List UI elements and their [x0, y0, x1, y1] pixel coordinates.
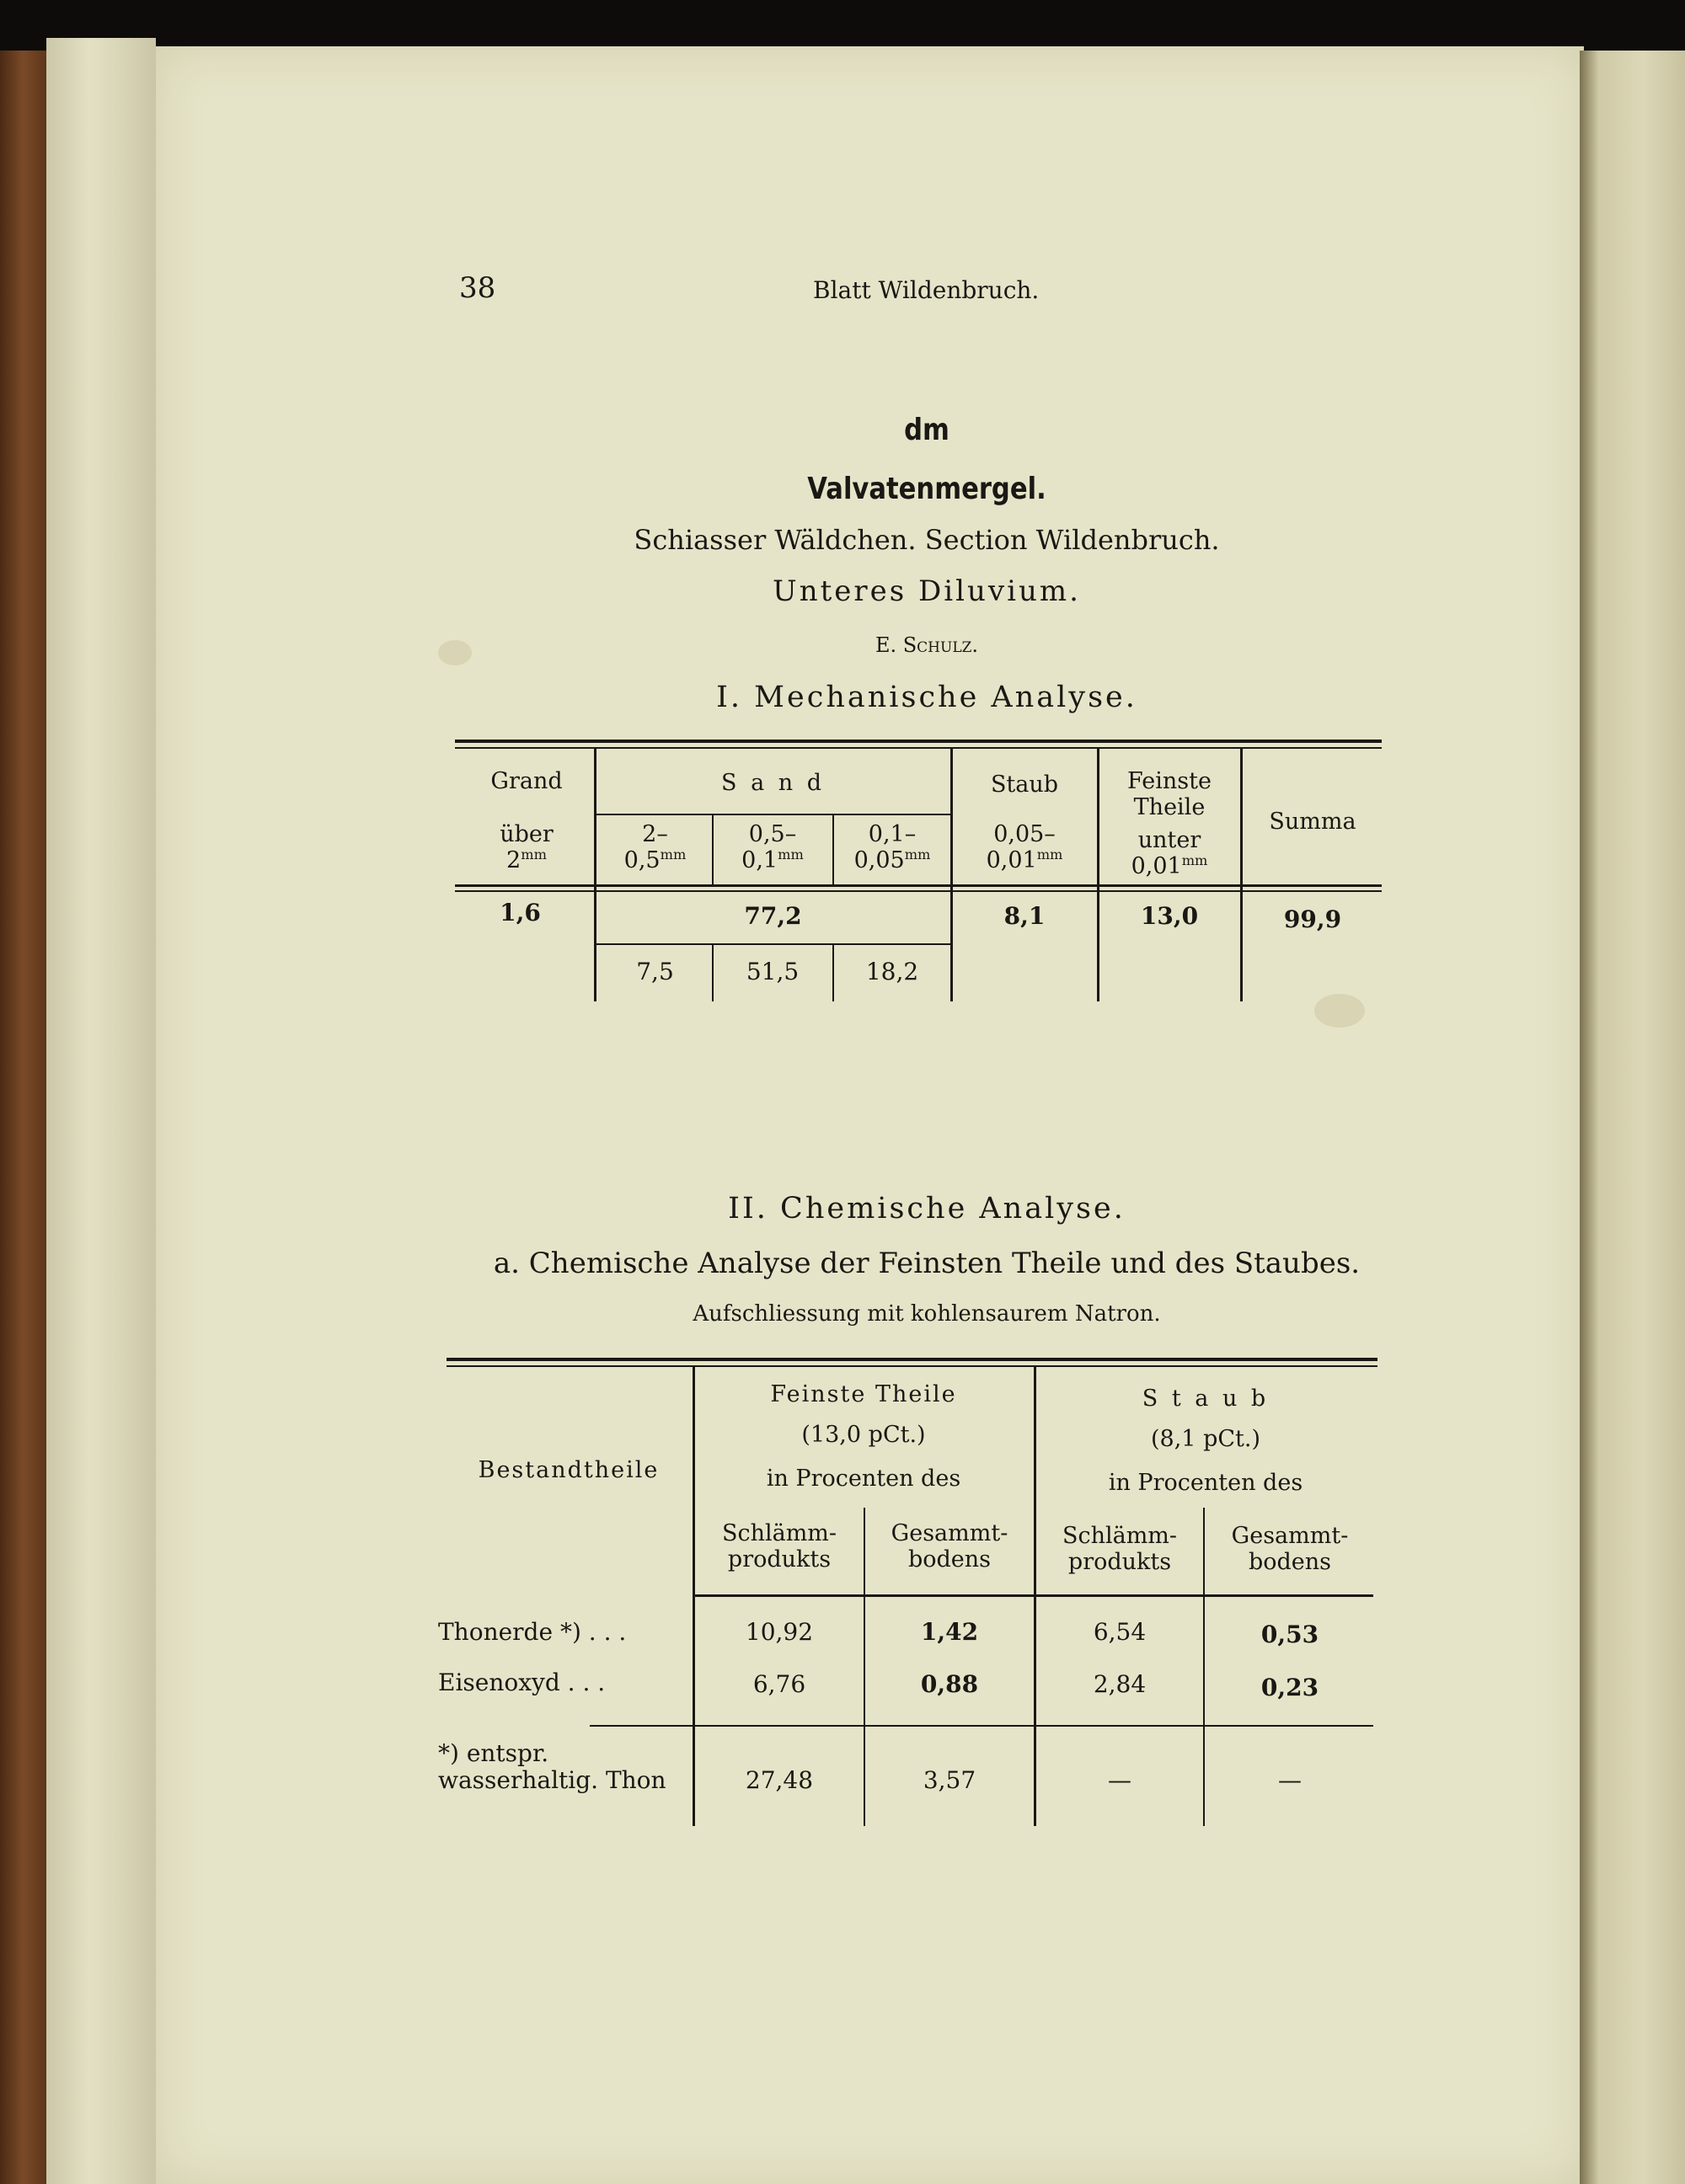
header-staub-schlamm: Schlämm- produkts	[1062, 1523, 1178, 1576]
book-spine-edge	[0, 51, 51, 2184]
sample-location: Schiasser Wäldchen. Section Wildenbruch.	[634, 524, 1220, 556]
paper-stain	[1314, 994, 1365, 1028]
footnote-name: *) entspr. wasserhaltig. Thon	[438, 1739, 666, 1795]
running-head: Blatt Wildenbruch.	[813, 276, 1040, 304]
header-feinste-schlamm: Schlämm- produkts	[721, 1520, 837, 1573]
header-sand-col3: 0,1– $0,05^{mm}$	[853, 821, 931, 874]
row-eisenoxyd-staub-gesammt: 0,23	[1260, 1674, 1319, 1701]
header-grand-sub: über $2^{mm}$	[500, 821, 554, 874]
header-staub-sub: 0,05– $0,01^{mm}$	[986, 821, 1063, 874]
footnote-staub-schlamm: —	[1108, 1766, 1131, 1794]
row-thonerde-feinste-schlamm: 10,92	[745, 1618, 814, 1646]
book-page	[156, 46, 1584, 2184]
analyst-name: E. Schulz.	[875, 633, 979, 657]
stratigraphic-stage: Unteres Diluvium.	[773, 574, 1081, 608]
header-feinste-in-procenten: in Procenten des	[766, 1466, 961, 1492]
value-summa: 99,9	[1283, 905, 1342, 933]
header-feinste-theile: Feinste Theile	[770, 1381, 957, 1407]
value-grand: 1,6	[500, 899, 541, 926]
header-grand: Grand	[490, 768, 563, 794]
row-name-thonerde: Thonerde *) . . .	[438, 1618, 627, 1646]
value-sand-3: 18,2	[865, 958, 919, 985]
row-eisenoxyd-feinste-gesammt: 0,88	[920, 1670, 979, 1698]
page-number: 38	[459, 271, 496, 305]
header-sand: S a n d	[720, 770, 825, 796]
value-sand-total: 77,2	[744, 902, 802, 930]
section-title-chemical: II. Chemische Analyse.	[728, 1192, 1126, 1225]
footnote-feinste-schlamm: 27,48	[745, 1766, 814, 1794]
section-title-mechanical: I. Mechanische Analyse.	[716, 681, 1137, 714]
row-name-eisenoxyd: Eisenoxyd . . .	[438, 1669, 606, 1696]
row-eisenoxyd-feinste-schlamm: 6,76	[752, 1670, 806, 1698]
header-staub: Staub	[990, 772, 1059, 798]
paper-stain	[438, 640, 472, 665]
header-sand-col1: 2– $0,5^{mm}$	[623, 821, 687, 874]
header-staub-gesammt: Gesammt- bodens	[1231, 1523, 1349, 1576]
header-staub-pct: (8,1 pCt.)	[1151, 1426, 1260, 1452]
header-feinste-gesammt: Gesammt- bodens	[891, 1520, 1008, 1573]
header-feinste-pct: (13,0 pCt.)	[801, 1422, 926, 1448]
header-staub: S t a u b	[1142, 1386, 1270, 1412]
header-summa: Summa	[1269, 809, 1356, 835]
value-sand-1: 7,5	[636, 958, 674, 985]
value-feinste: 13,0	[1140, 902, 1199, 930]
method-note: Aufschliessung mit kohlensaurem Natron.	[693, 1301, 1161, 1327]
row-eisenoxyd-staub-schlamm: 2,84	[1093, 1670, 1147, 1698]
row-thonerde-staub-gesammt: 0,53	[1260, 1621, 1319, 1648]
facing-page-edge	[1580, 51, 1685, 2184]
row-thonerde-staub-schlamm: 6,54	[1093, 1618, 1147, 1646]
formation-code: dm	[904, 413, 949, 447]
header-feinste-sub: unter $0,01^{mm}$	[1131, 827, 1208, 880]
header-sand-col2: 0,5– $0,1^{mm}$	[741, 821, 804, 874]
footnote-staub-gesammt: —	[1278, 1766, 1302, 1794]
value-sand-2: 51,5	[746, 958, 800, 985]
subsection-title-chemical-a: a. Chemische Analyse der Feinsten Theile und des Staubes.	[493, 1247, 1361, 1280]
footnote-feinste-gesammt: 3,57	[923, 1766, 976, 1794]
header-bestandtheile: Bestandtheile	[478, 1457, 660, 1483]
header-feinste: Feinste Theile	[1127, 768, 1212, 821]
value-staub: 8,1	[1003, 902, 1046, 930]
header-staub-in-procenten: in Procenten des	[1108, 1470, 1303, 1496]
row-thonerde-feinste-gesammt: 1,42	[920, 1618, 979, 1646]
formation-name: Valvatenmergel.	[807, 472, 1046, 506]
page-stack-edge	[46, 38, 156, 2184]
